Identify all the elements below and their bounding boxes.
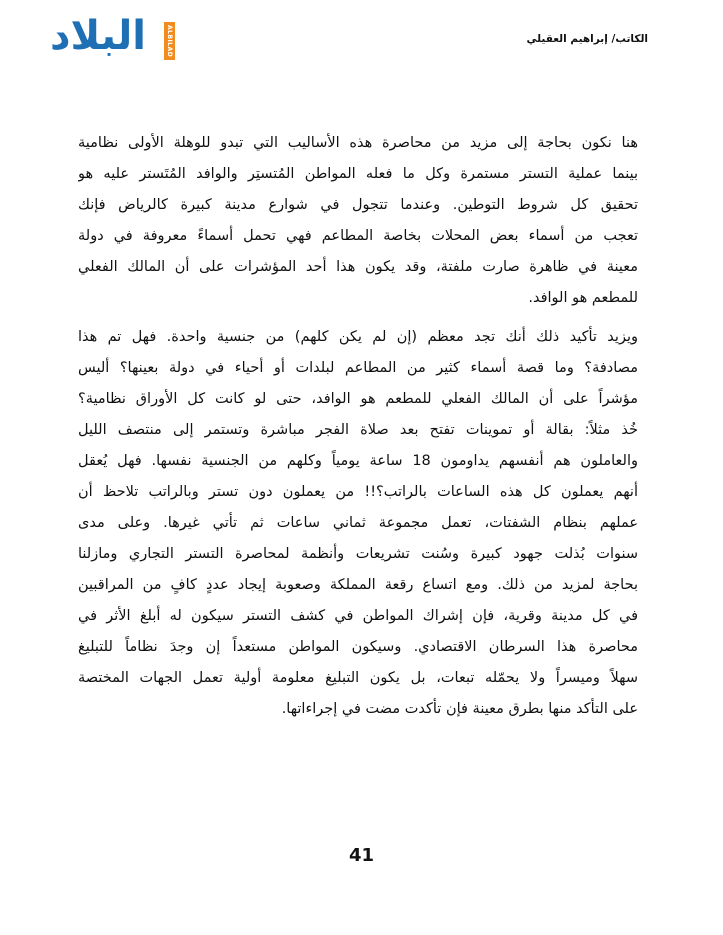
text-line: في كل مدينة وقرية، فإن إشراك المواطن في كشف التستر سيكون له أبلغ الأثر في [78, 608, 638, 624]
paragraph [78, 128, 638, 314]
text-line: أنهم يعملون كل هذه الساعات بالراتب؟!! من يعملون دون تستر وبالراتب تلاحظ أن [78, 484, 638, 500]
text-line: بينما عملية التستر مستمرة وكل ما فعله المواطن المُتستِر والوافد المُتَستر عليه هو [78, 166, 638, 182]
text-line: بحاجة لمزيد من ذلك. ومع اتساع رقعة المملكة وصعوبة إيجاد عددٍ كافٍ من المراقبين [78, 577, 638, 593]
text-line: معينة في ظاهرة صارت ملفتة، وقد يكون هذا أحد المؤشرات على أن المالك الفعلي [78, 259, 638, 275]
text-line: خُذ مثلاً: بقالة أو تموينات تفتح بعد صلاة الفجر مباشرة وتستمر إلى منتصف الليل [78, 422, 638, 438]
albilad-logo [50, 13, 180, 64]
paragraph-gap [78, 314, 638, 322]
text-line: سهلاً وميسراً ولا يحمّله تبعات، بل يكون التبليغ معلومة أولية تعمل الجهات المختصة [78, 670, 638, 686]
text-line: تحقيق كل شروط التوطين. وعندما تتجول في شوارع مدينة كبيرة كالرياض فإنك [78, 197, 638, 213]
text-line: ويزيد تأكيد ذلك أنك تجد معظم (إن لم يكن كلهم) من جنسية واحدة. فهل تم هذا [78, 329, 638, 345]
paragraph [78, 322, 638, 725]
text-line: عملهم بنظام الشفتات، تعمل مجموعة ثماني ساعات ثم تأتي غيرها. وعلى مدى [78, 515, 638, 531]
article-body [78, 128, 638, 725]
text-line: والعاملون هم أنفسهم يداومون 18 ساعة يومياً وكلهم من الجنسية نفسها. فهل يُعقل [78, 453, 638, 469]
page-number: 41 [348, 845, 375, 866]
text-line: تعجب من أسماء بعض المحلات بخاصة المطاعم فهي تحمل أسماءً معروفة في دولة [78, 228, 638, 244]
page-header [0, 0, 723, 90]
text-line: محاصرة هذا السرطان الاقتصادي. وسيكون المواطن مستعداً إن وجدَ نظاماً للتبليغ [78, 639, 638, 655]
text-line: سنوات بُذلت جهود كبيرة وسُنت تشريعات وأنظمة لمحاصرة التستر التجاري ومازلنا [78, 546, 638, 562]
logo-tagline: ALBILAD [164, 22, 175, 60]
text-line: هنا نكون بحاجة إلى مزيد من محاصرة هذه الأساليب التي تبدو للوهلة الأولى نظامية [78, 135, 638, 151]
text-line: مؤشراً على أن المالك الفعلي للمطعم هو الوافد، حتى لو كانت كل الأوراق نظامية؟ [78, 391, 638, 407]
logo-wordmark: البلاد [50, 13, 146, 59]
text-line: على التأكد منها بطرق معينة فإن تأكدت مضت في إجراءاتها. [281, 701, 638, 717]
author-byline: الكاتب/ إبراهيم العقيلي [526, 33, 648, 45]
text-line: للمطعم هو الوافد. [528, 290, 638, 306]
text-line: مصادفة؟ وما قصة أسماء كثير من المطاعم لبلدات أو أحياء في دولة بعينها؟ أليس [78, 360, 638, 376]
